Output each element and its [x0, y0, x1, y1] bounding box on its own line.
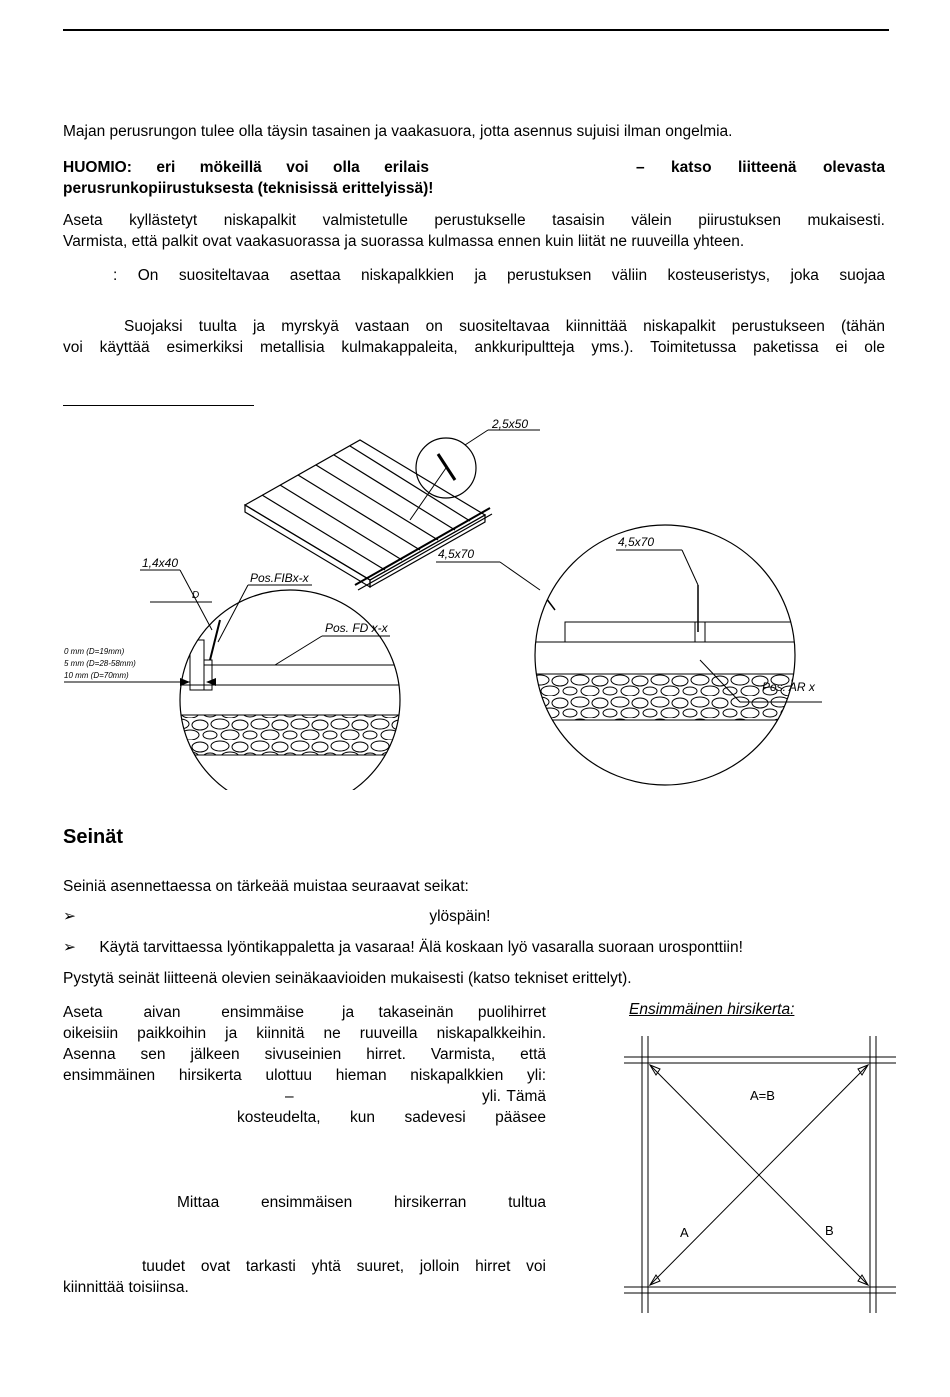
- intro-paragraph: Majan perusrungon tulee olla täysin tasainen ja vaakasuora, jotta asennus sujuisi ilman ongelmia.: [63, 123, 733, 140]
- place-line1: Aseta kyllästetyt niskapalkit valmistetulle perustukselle tasaisin välein piirustuksen mukaisesti.: [63, 212, 885, 229]
- bullet2-text: Käytä tarvittaessa lyöntikappaletta ja vasaraa! Älä koskaan lyö vasaralla suoraan urosponttiin!: [99, 939, 743, 956]
- label-screw-a: 4,5x70: [438, 547, 475, 561]
- bullet1-text: ylöspäin!: [429, 908, 491, 925]
- notice-left: HUOMIO: eri mökeillä voi olla erilais: [63, 159, 429, 176]
- label-gap3: 10 mm (D=70mm): [64, 671, 129, 680]
- fc-line7: Mittaa ensimmäisen hirsikerran tultua: [177, 1194, 546, 1211]
- moisture-line: : On suositeltavaa asettaa niskapalkkien ja perustuksen väliin kosteuseristys, joka suojaa: [113, 267, 885, 284]
- label-pos-fib: Pos.FIBx-x: [250, 571, 309, 585]
- label-pos-fd: Pos. FD x-x: [325, 621, 388, 635]
- foundation-diagram: [50, 410, 840, 790]
- notice-line2: perusrunkopiirustuksesta (teknisissä erittelyissä)!: [63, 180, 434, 197]
- label-b: B: [825, 1223, 834, 1238]
- label-pos-ar: Pos. AR x: [762, 680, 815, 694]
- label-d: D: [192, 590, 200, 601]
- storm-line2: voi käyttää esimerkiksi metallisia kulmakappaleita, ankkuripultteja yms.). Toimitetussa paketissa ei ole: [63, 339, 885, 356]
- walls-heading: Seinät: [63, 826, 124, 848]
- fc-line9: kiinnittää toisiinsa.: [63, 1279, 189, 1296]
- diagram2-caption: Ensimmäinen hirsikerta:: [629, 1001, 795, 1018]
- section-rule: [63, 405, 254, 406]
- label-ab: A=B: [750, 1088, 775, 1103]
- fc-line5-right: yli. Tämä: [482, 1088, 546, 1105]
- floor-platform: [245, 440, 492, 590]
- place-line2: Varmista, että palkit ovat vaakasuorassa ja suorassa kulmassa ennen kuin liität ne ruuveilla yhteen.: [63, 233, 745, 250]
- moisture-paragraph: [113, 265, 885, 286]
- header-rule: [63, 29, 889, 31]
- label-nail-top: 2,5x50: [492, 417, 529, 431]
- fc-line8: tuudet ovat tarkasti yhtä suuret, jolloin hirret voi: [142, 1258, 546, 1275]
- label-a: A: [680, 1225, 689, 1240]
- first-course-paragraph: [63, 1002, 546, 1298]
- fc-line1-left: Aseta aivan ensimmäise: [63, 1004, 304, 1021]
- fc-line1-right: ja takaseinän puolihirret: [342, 1004, 546, 1021]
- walls-erect: Pystytä seinät liitteenä olevien seinäkaavioiden mukaisesti (katso tekniset erittelyt).: [63, 970, 632, 987]
- notice-right: – katso liitteenä olevasta: [636, 159, 885, 176]
- place-paragraph: [63, 210, 885, 252]
- label-nail-left: 1,4x40: [142, 556, 179, 570]
- storm-paragraph: [63, 316, 885, 358]
- bullet-arrow-icon: ➢: [63, 908, 76, 925]
- label-gap2: 5 mm (D=28-58mm): [64, 659, 136, 668]
- label-screw-b: 4,5x70: [618, 535, 655, 549]
- bullet-arrow-icon: ➢: [63, 939, 76, 956]
- fc-line6: kosteudelta, kun sadevesi pääsee: [237, 1109, 546, 1126]
- fc-line3: Asenna sen jälkeen sivuseinien hirret. Varmista, että: [63, 1046, 546, 1063]
- walls-intro: Seiniä asennettaessa on tärkeää muistaa seuraavat seikat:: [63, 878, 469, 895]
- walls-bullet-2: [63, 937, 743, 958]
- storm-line1: Suojaksi tuulta ja myrskyä vastaan on suositeltavaa kiinnittää niskapalkit perustukseen (tähän: [124, 318, 885, 335]
- label-gap1: 0 mm (D=19mm): [64, 647, 125, 656]
- notice-paragraph: [63, 157, 885, 199]
- fc-line2: oikeisiin paikkoihin ja kiinnitä ne ruuveilla niskapalkkeihin.: [63, 1025, 546, 1042]
- first-course-diagram: [620, 1033, 900, 1318]
- fc-line4: ensimmäinen hirsikerta ulottuu hieman niskapalkkien yli:: [63, 1067, 546, 1084]
- fc-line5-dash: –: [285, 1088, 294, 1105]
- walls-bullet-1: [63, 906, 491, 927]
